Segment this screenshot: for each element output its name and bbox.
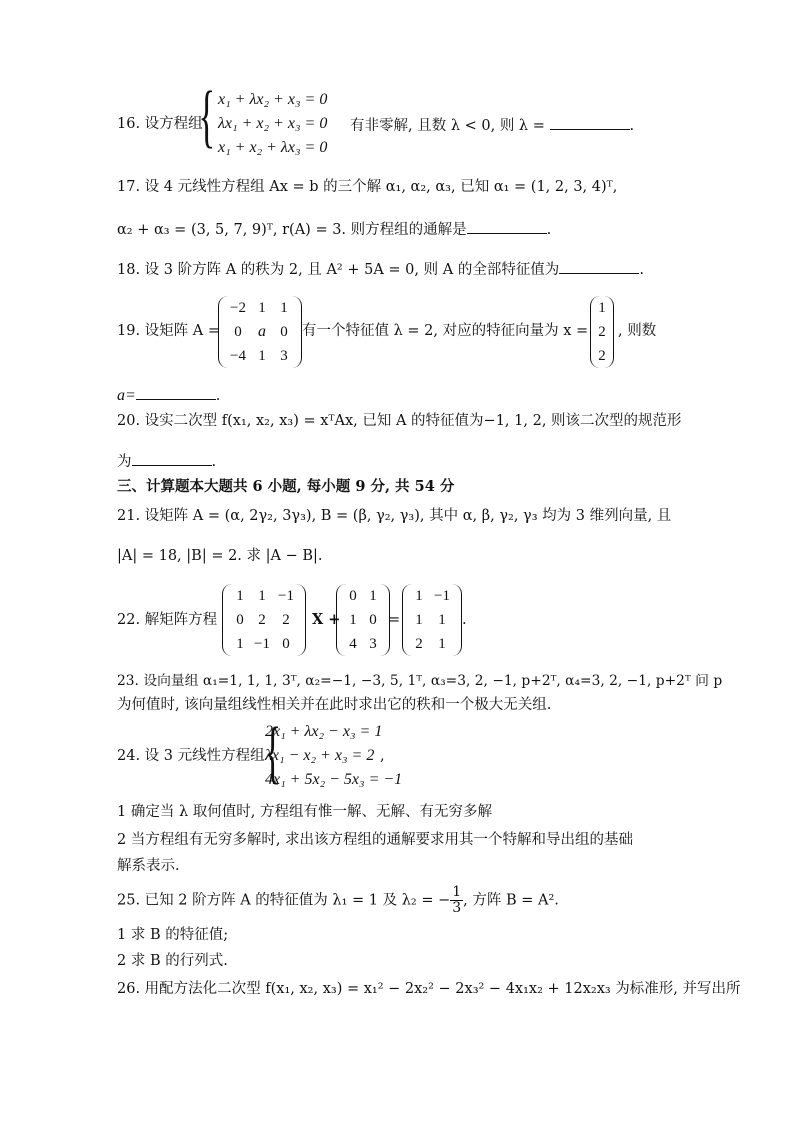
cell: 0: [234, 324, 242, 340]
cell: 1: [236, 588, 244, 604]
cell: 1: [598, 300, 606, 316]
q20-line1: 20. 设实二次型 f(x₁, x₂, x₃) = xᵀAx, 已知 A 的特征值为−1, 1, 2, 则该二次型的规范形: [117, 413, 682, 429]
q16-suffix: 有非零解, 且数 λ < 0, 则 λ =: [350, 118, 545, 134]
cell: −1: [278, 588, 294, 604]
q25-part1: 1 求 B 的特征值;: [117, 927, 229, 943]
q25-suffix: , 方阵 B = A².: [463, 892, 559, 909]
cell: 3: [369, 636, 377, 652]
q16: [117, 115, 203, 133]
section-heading: 三、计算题本大题共 6 小题, 每小题 9 分, 共 54 分: [117, 478, 455, 495]
answer-blank: [132, 451, 212, 466]
period: .: [639, 262, 644, 278]
q25-prefix: 25. 已知 2 阶方阵 A 的特征值为 λ₁ = 1 及 λ₂ = −: [117, 892, 451, 909]
cell: 2: [415, 636, 423, 652]
q19-middle: 有一个特征值 λ = 2, 对应的特征向量为 x =: [302, 323, 589, 339]
period: .: [462, 612, 467, 628]
q20-line2: [117, 451, 216, 471]
cell: −1: [434, 588, 450, 604]
answer-blank: [136, 385, 216, 400]
q24-part2: 2 当方程组有无穷多解时, 求出该方程组的通解要求用其一个特解和导出组的基础: [117, 832, 634, 848]
answer-blank: [550, 115, 630, 130]
cell: 1: [438, 612, 446, 628]
cell: −2: [230, 300, 246, 316]
q21-line2: |A| = 18, |B| = 2. 求 |A − B|.: [117, 548, 323, 564]
q22-x: X +: [312, 611, 341, 628]
q19-prefix: 19. 设矩阵 A =: [117, 323, 221, 339]
cell: 1: [415, 588, 423, 604]
q16-eq1: x₁ + λx₂ + x₃ = 0: [218, 91, 328, 108]
q22-prefix: 22. 解矩阵方程: [117, 612, 218, 628]
brace: {: [198, 78, 216, 155]
cell: 2: [258, 612, 266, 628]
answer-blank: [559, 259, 639, 274]
q16-suffix-line: [350, 115, 634, 135]
q18-text: 18. 设 3 阶方阵 A 的秩为 2, 且 A² + 5A = 0, 则 A 的全部特征值为: [117, 262, 560, 278]
q24-part2-cont: 解系表示.: [117, 858, 180, 874]
cell: 1: [236, 636, 244, 652]
q25-part2: 2 求 B 的行列式.: [117, 953, 228, 969]
cell: 1: [280, 300, 288, 316]
cell: 4: [349, 636, 357, 652]
q24-eq1: 2x₁ + λx₂ − x₃ = 1: [265, 723, 383, 740]
q24-part1: 1 确定当 λ 取何值时, 方程组有惟一解、无解、有无穷多解: [117, 804, 492, 820]
cell: 1: [349, 612, 357, 628]
q21-line1: 21. 设矩阵 A = (α, 2γ₂, 3γ₃), B = (β, γ₂, γ₃), 其中 α, β, γ₂, γ₃ 均为 3 维列向量, 且: [117, 508, 672, 524]
q18: [117, 259, 644, 279]
period: .: [211, 454, 217, 470]
q19-line2: [117, 385, 220, 405]
cell: 1: [415, 612, 423, 628]
q22-eq: =: [388, 612, 401, 628]
q16-prefix: 16. 设方程组: [117, 116, 203, 132]
matrix-2: [336, 584, 390, 656]
fraction: [450, 885, 463, 916]
matrix-A: [218, 296, 302, 368]
denominator: 3: [452, 900, 462, 916]
matrix-3: [402, 584, 462, 656]
q23-line2: 为何值时, 该向量组线性相关并在此时求出它的秩和一个极大无关组.: [117, 697, 552, 713]
period: .: [629, 118, 635, 134]
q20-text: 为: [117, 454, 132, 470]
vector-x: [590, 296, 614, 368]
cell: 0: [280, 324, 288, 340]
cell: −1: [254, 636, 270, 652]
cell: 2: [282, 612, 290, 628]
cell: 2: [598, 348, 606, 364]
answer-blank: [467, 219, 547, 234]
cell: 0: [349, 588, 357, 604]
period: .: [546, 222, 552, 238]
q25: [117, 885, 559, 916]
q16-eq3: x₁ + x₂ + λx₃ = 0: [218, 139, 328, 156]
cell: 1: [258, 300, 266, 316]
cell: −4: [230, 348, 246, 364]
brace: {: [264, 714, 282, 791]
q16-eq2: λx₁ + x₂ + x₃ = 0: [218, 115, 328, 132]
q17-line1: 17. 设 4 元线性方程组 Ax = b 的三个解 α₁, α₂, α₃, 已知 α₁ = (1, 2, 3, 4)ᵀ,: [117, 179, 618, 195]
cell: 0: [369, 612, 377, 628]
cell: 1: [438, 636, 446, 652]
cell: 3: [280, 348, 288, 364]
period: .: [215, 388, 221, 404]
q17-line2: [117, 219, 551, 239]
q17-text: α₂ + α₃ = (3, 5, 7, 9)ᵀ, r(A) = 3. 则方程组的通解是: [117, 222, 467, 238]
q23-line1: 23. 设向量组 α₁=1, 1, 1, 3ᵀ, α₂=−1, −3, 5, 1ᵀ, α₃=3, 2, −1, p+2ᵀ, α₄=3, 2, −1, p+2ᵀ 问 p: [117, 673, 723, 689]
q24-prefix: 24. 设 3 元线性方程组: [117, 748, 265, 764]
numerator: 1: [452, 884, 462, 900]
cell: 0: [282, 636, 290, 652]
cell: 1: [369, 588, 377, 604]
q24-eq2: λx₁ − x₂ + x₃ = 2: [265, 747, 375, 764]
matrix-1: [222, 584, 306, 656]
cell: 2: [598, 324, 606, 340]
comma: ,: [380, 748, 385, 764]
cell: 1: [258, 348, 266, 364]
cell: a: [258, 323, 266, 340]
q24-eq3: 4x₁ + 5x₂ − 5x₃ = −1: [265, 771, 403, 788]
q19-a: a=: [117, 387, 136, 404]
q19-suffix: , 则数: [618, 323, 657, 339]
q26-text: 26. 用配方法化二次型 f(x₁, x₂, x₃) = x₁² − 2x₂² − 2x₃² − 4x₁x₂ + 12x₂x₃ 为标准形, 并写出所: [117, 981, 741, 997]
cell: 1: [258, 588, 266, 604]
cell: 0: [236, 612, 244, 628]
